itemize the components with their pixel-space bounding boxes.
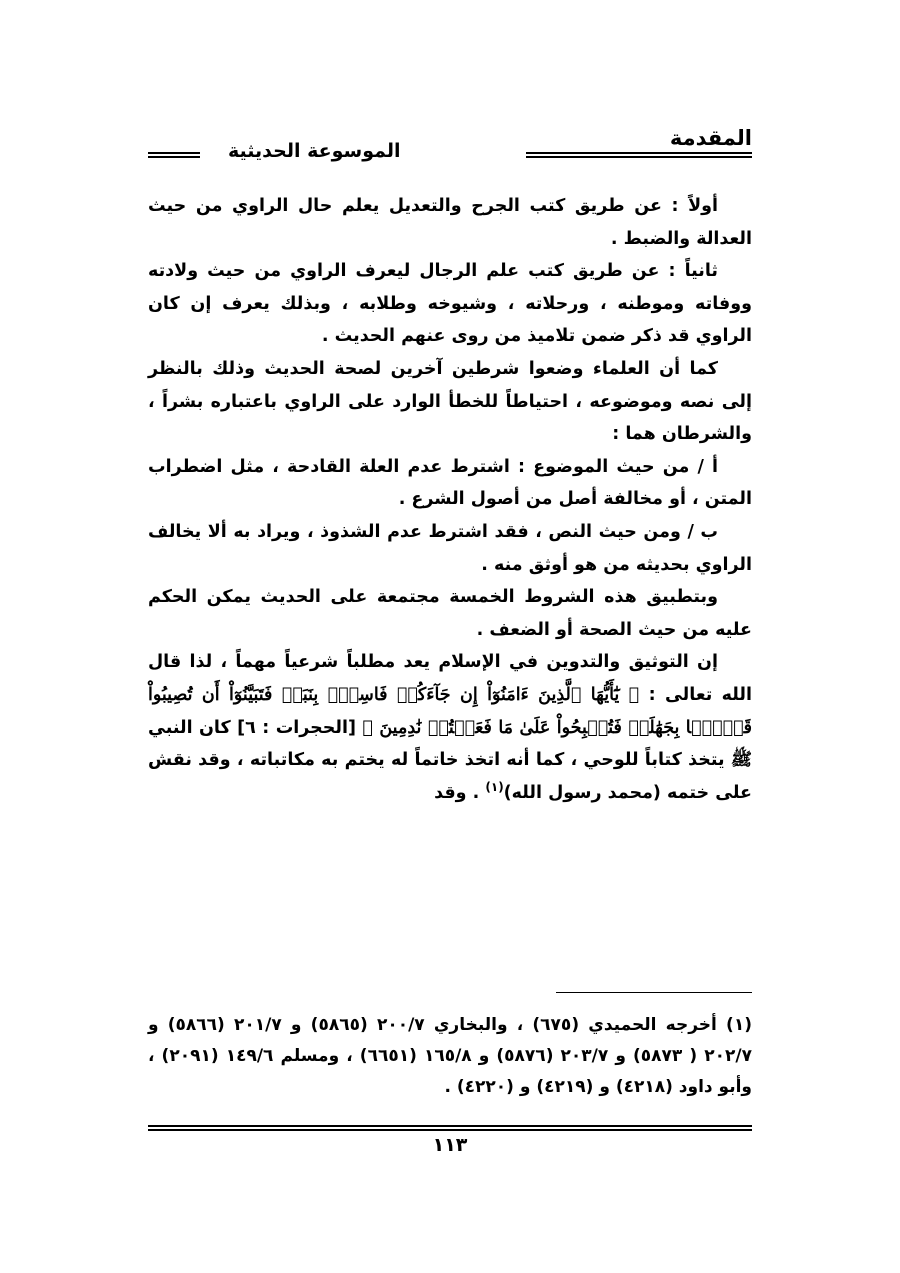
page-number: ١١٣: [432, 1134, 468, 1156]
paragraph-ending: . وقد: [434, 782, 486, 803]
paragraph: ب / ومن حيث النص ، فقد اشترط عدم الشذوذ ، ويراد به ألا يخالف الراوي بحديثه من هو أوثق منه .: [148, 521, 752, 575]
paragraph-after-quran: [الحجرات : ٦] كان النبي ﷺ يتخذ كتاباً للوحي ، كما أنه اتخذ خاتماً له يختم به مكاتباته ، وقد نقش على ختمه (محمد رسول الله): [148, 717, 752, 803]
header-rule-left: [148, 152, 200, 158]
header-book-title: الموسوعة الحديثية: [228, 140, 401, 162]
body-text: [148, 190, 752, 809]
footnotes: [148, 1010, 752, 1103]
paragraph: أولاً : عن طريق كتب الجرح والتعديل يعلم حال الراوي من حيث العدالة والضبط .: [148, 196, 752, 249]
paragraph: ثانياً : عن طريق كتب علم الرجال ليعرف الراوي من حيث ولادته ووفاته وموطنه ، ورحلاته ، وشيوخه وطلابه ، وبذلك يعرف إن كان الراوي قد ذكر ضمن تلاميذ من روى عنهم الحديث .: [148, 261, 752, 347]
header-section-title: المقدمة: [669, 126, 752, 150]
paragraph: كما أن العلماء وضعوا شرطين آخرين لصحة الحديث وذلك بالنظر إلى نصه وموضوعه ، احتياطاً للخطأ الوارد على الراوي باعتباره بشراً ، والشرطان هما :: [148, 358, 752, 445]
footer-rule: [148, 1125, 752, 1131]
footnote-divider: [556, 992, 752, 993]
quran-verse: ﴿ يَٰٓأَيُّهَا ٱلَّذِينَ ءَامَنُوٓاْ إِن جَآءَكُمۡ فَاسِقُۢ بِنَبَإٖ فَتَبَيَّنُوٓاْ أَن تُصِيبُواْ قَوۡمَۢا بِجَهَٰلَةٖ فَتُصۡبِحُواْ عَلَىٰ مَا فَعَلۡتُمۡ نَٰدِمِينَ ﴾: [148, 684, 753, 738]
paragraph-intro: إن التوثيق والتدوين في الإسلام يعد مطلباً شرعياً مهماً ، لذا قال الله تعالى :: [148, 652, 752, 705]
paragraph-quran: [148, 646, 752, 809]
paragraph: وبتطبيق هذه الشروط الخمسة مجتمعة على الحديث يمكن الحكم عليه من حيث الصحة أو الضعف .: [148, 587, 752, 640]
header-rule-right: [526, 152, 752, 158]
footnote: (١) أخرجه الحميدي (٦٧٥) ، والبخاري ٢٠٠/٧ (٥٨٦٥) و ٢٠١/٧ (٥٨٦٦) و ٢٠٢/٧ ( ٥٨٧٣) و ٢٠٣/٧ (٥٨٧٦) و ١٦٥/٨ (٦٦٥١) ، ومسلم ١٤٩/٦ (٢٠٩١) ، وأبو داود (٤٢١٨) و (٤٢١٩) و (٤٢٢٠) .: [148, 1015, 752, 1097]
document-page: [148, 0, 752, 1273]
paragraph: أ / من حيث الموضوع : اشترط عدم العلة القادحة ، مثل اضطراب المتن ، أو مخالفة أصل من أصول الشرع .: [148, 456, 752, 510]
footnote-ref[interactable]: (١): [485, 779, 504, 794]
